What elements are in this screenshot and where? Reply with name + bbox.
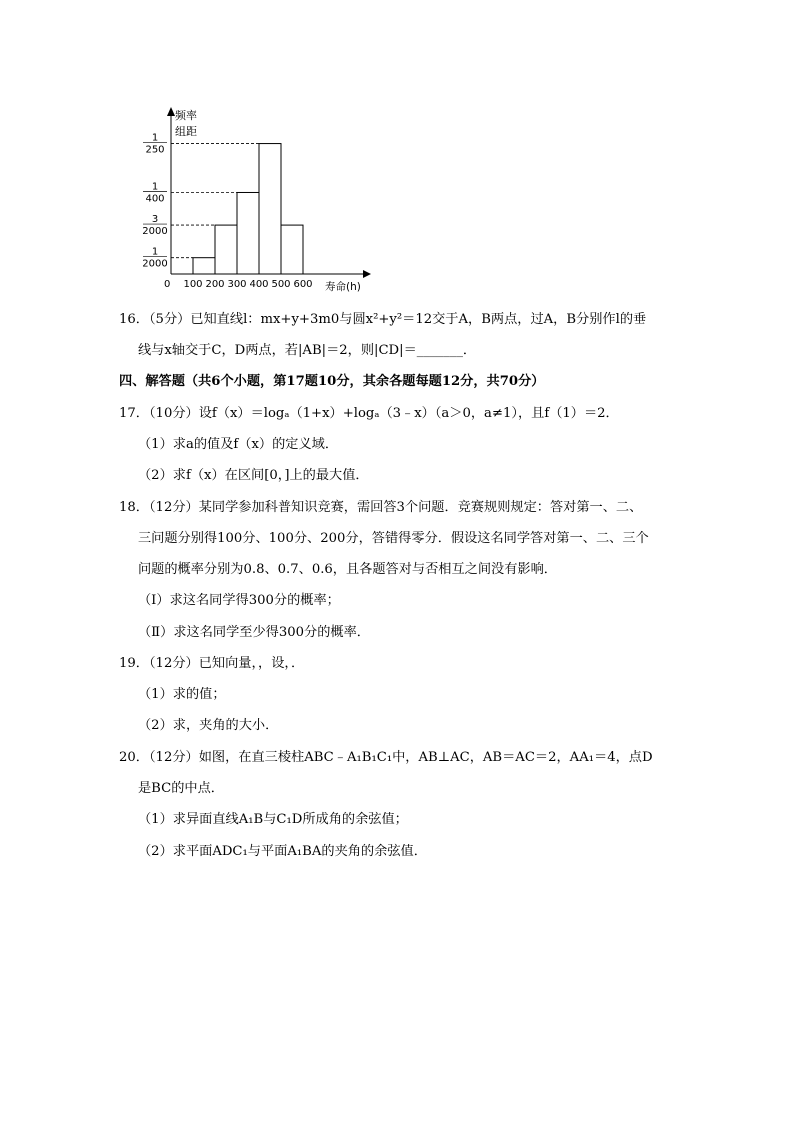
x-tick-label: 100 (183, 279, 203, 290)
q17-stem: 17．（10分）设f（x）＝logₐ（1+x）+logₐ（3﹣x）（a＞0，a≠1），且f（1）＝2． (119, 406, 619, 421)
y-tick-numerator: 1 (151, 132, 159, 144)
q20-part1: （1）求异面直线A₁B与C₁D所成角的余弦值； (138, 812, 408, 827)
q16-line1: 16．（5分）已知直线l：mx+y+3m0与圆x²+y²＝12交于A，B两点，过A，B分别作l的垂 (119, 312, 647, 327)
q19-part2: （2）求，夹角的大小． (138, 718, 279, 733)
y-tick-denominator: 2000 (142, 258, 168, 270)
x-tick-label: 400 (249, 279, 269, 290)
y-tick-denominator: 2000 (142, 226, 168, 238)
q18-part2: （Ⅱ）求这名同学至少得300分的概率． (138, 625, 370, 640)
y-axis-arrow (167, 107, 175, 116)
histogram-bar (281, 225, 303, 274)
y-tick-numerator: 3 (151, 214, 159, 226)
q19-part1: （1）求的值； (138, 687, 226, 702)
x-tick-label: 600 (293, 279, 313, 290)
q20-line2: 是BC的中点． (138, 781, 224, 796)
x-axis-arrow (363, 270, 371, 278)
x-tick-label: 500 (271, 279, 291, 290)
histogram-bar (237, 192, 259, 274)
x-axis-label: 寿命(h) (325, 281, 361, 293)
y-tick-numerator: 1 (151, 181, 159, 193)
histogram-bar (259, 144, 281, 274)
frequency-histogram (135, 104, 375, 296)
q19-stem: 19．（12分）已知向量，，设，． (119, 656, 305, 671)
y-tick-denominator: 250 (145, 144, 165, 156)
histogram-bar (193, 258, 215, 274)
q20-line1: 20．（12分）如图，在直三棱柱ABC﹣A₁B₁C₁中，AB⊥AC，AB＝AC＝2，AA₁＝4，点D (119, 750, 653, 765)
y-tick-numerator: 1 (151, 246, 159, 258)
y-tick-denominator: 400 (145, 193, 165, 205)
histogram-bar (215, 225, 237, 274)
q18-part1: （Ⅰ）求这名同学得300分的概率； (138, 593, 340, 608)
q18-line3: 问题的概率分别为0.8、0.7、0.6，且各题答对与否相互之间没有影响． (138, 562, 557, 577)
origin-label: 0 (164, 279, 171, 290)
q17-part1: （1）求a的值及f（x）的定义域． (138, 437, 339, 452)
y-axis-label-top: 频率 (175, 109, 197, 122)
q16-line2: 线与x轴交于C，D两点，若|AB|＝2，则|CD|＝_______． (138, 343, 477, 358)
y-axis-label-bottom: 组距 (175, 125, 197, 138)
x-tick-label: 300 (227, 279, 247, 290)
q17-part2: （2）求f（x）在区间[0，]上的最大值． (138, 468, 369, 483)
q20-part2: （2）求平面ADC₁与平面A₁BA的夹角的余弦值． (138, 844, 427, 859)
x-tick-label: 200 (205, 279, 225, 290)
section-heading: 四、解答题（共6个小题，第17题10分，其余各题每题12分，共70分） (119, 374, 545, 389)
q18-line1: 18．（12分）某同学参加科普知识竞赛，需回答3个问题．竞赛规则规定：答对第一、二、 (119, 500, 643, 515)
q18-line2: 三问题分别得100分、100分、200分，答错得零分．假设这名同学答对第一、二、三个 (138, 531, 649, 546)
